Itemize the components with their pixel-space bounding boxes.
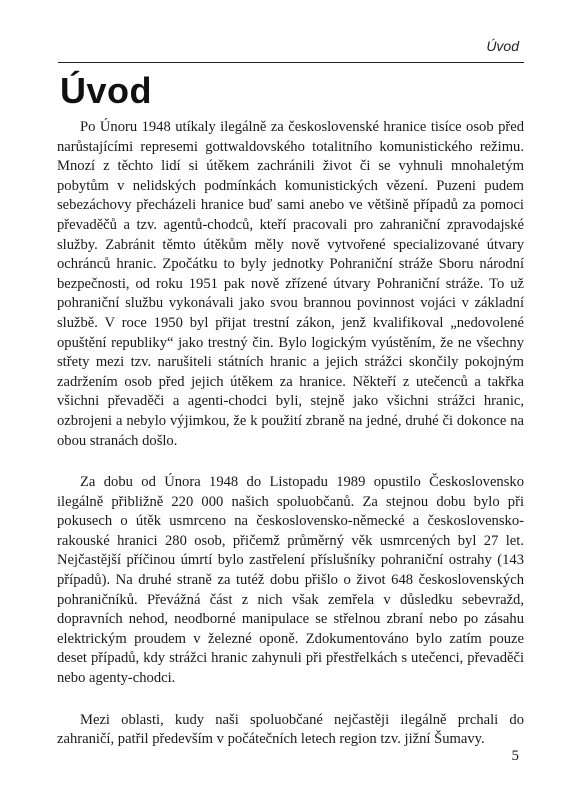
running-header: Úvod <box>486 38 519 54</box>
chapter-title: Úvod <box>60 70 152 111</box>
header-rule <box>58 62 524 63</box>
paragraph: Po Únoru 1948 utíkaly ilegálně za československé hranice tisíce osob před narůstajícími represemi gottwaldovského totalitního komunistického režimu. Mnozí z těchto lidí si útěkem zachránili život či se vyhnuli mnohaletým pobytům v nelidských podmínkách komunistických vězení. Puzeni pudem sebezáchovy přecházeli hranice buď sami anebo ve většině případů za pomoci převaděčů a tzv. agentů-chodců, kteří pracovali pro zahraniční zpravodajské služby. Zabránit těmto útěkům měly nově vytvořené specializované útvary ochránců hranic. Zpočátku to byly jednotky Pohraniční stráže Sboru národní bezpečnosti, od roku 1951 pak nově zřízené útvary Pohraniční stráže. To už pohraniční službu vykonávali jako svou brannou povinnost vojáci v základní službě. V roce 1950 byl přijat trestní zákon, jenž kvalifikoval „nedovolené opuštění republiky“ jako trestný čin. Bylo logickým vyústěním, že ne všechny střety mezi tzv. narušiteli státních hranic a jejich strážci skončily pokojným zadržením osob před jejich útěkem za hranice. Někteří z utečenců a takřka všichni převaděči a agenti-chodci byli, stejně jako všichni strážci hranic, ozbrojeni a nebylo výjimkou, že k použití zbraně na jedné, druhé či dokonce na obou stranách došlo. <box>57 119 524 449</box>
paragraph: Mezi oblasti, kudy naši spoluobčané nejčastěji ilegálně prchali do zahraničí, patřil především v počátečních letech region tzv. jižní Šumavy. <box>57 711 524 748</box>
body-text <box>57 118 524 772</box>
paragraph: Za dobu od Února 1948 do Listopadu 1989 opustilo Československo ilegálně přibližně 220 000 našich spoluobčanů. Za stejnou dobu bylo při pokusech o útěk usmrceno na československo-německé a československo-rakouské hranici 280 osob, přičemž průměrný věk usmrcených byl 27 let. Nejčastější příčinou úmrtí bylo zastřelení příslušníky pohraniční ostrahy (143 případů). Na druhé straně za tutéž dobu přišlo o život 648 československých pohraničníků. Převážná část z nich však zemřela v důsledku sebevražd, dopravních nehod, neodborné manipulace se střelnou zbraní nebo po zásahu elektrickým proudem v železné oponě. Zdokumentováno bylo zatím pouze deset případů, kdy strážci hranic zahynuli při přestřelkách s utečenci, převaděči nebo agenty-chodci. <box>57 474 524 687</box>
page-number: 5 <box>511 748 519 764</box>
